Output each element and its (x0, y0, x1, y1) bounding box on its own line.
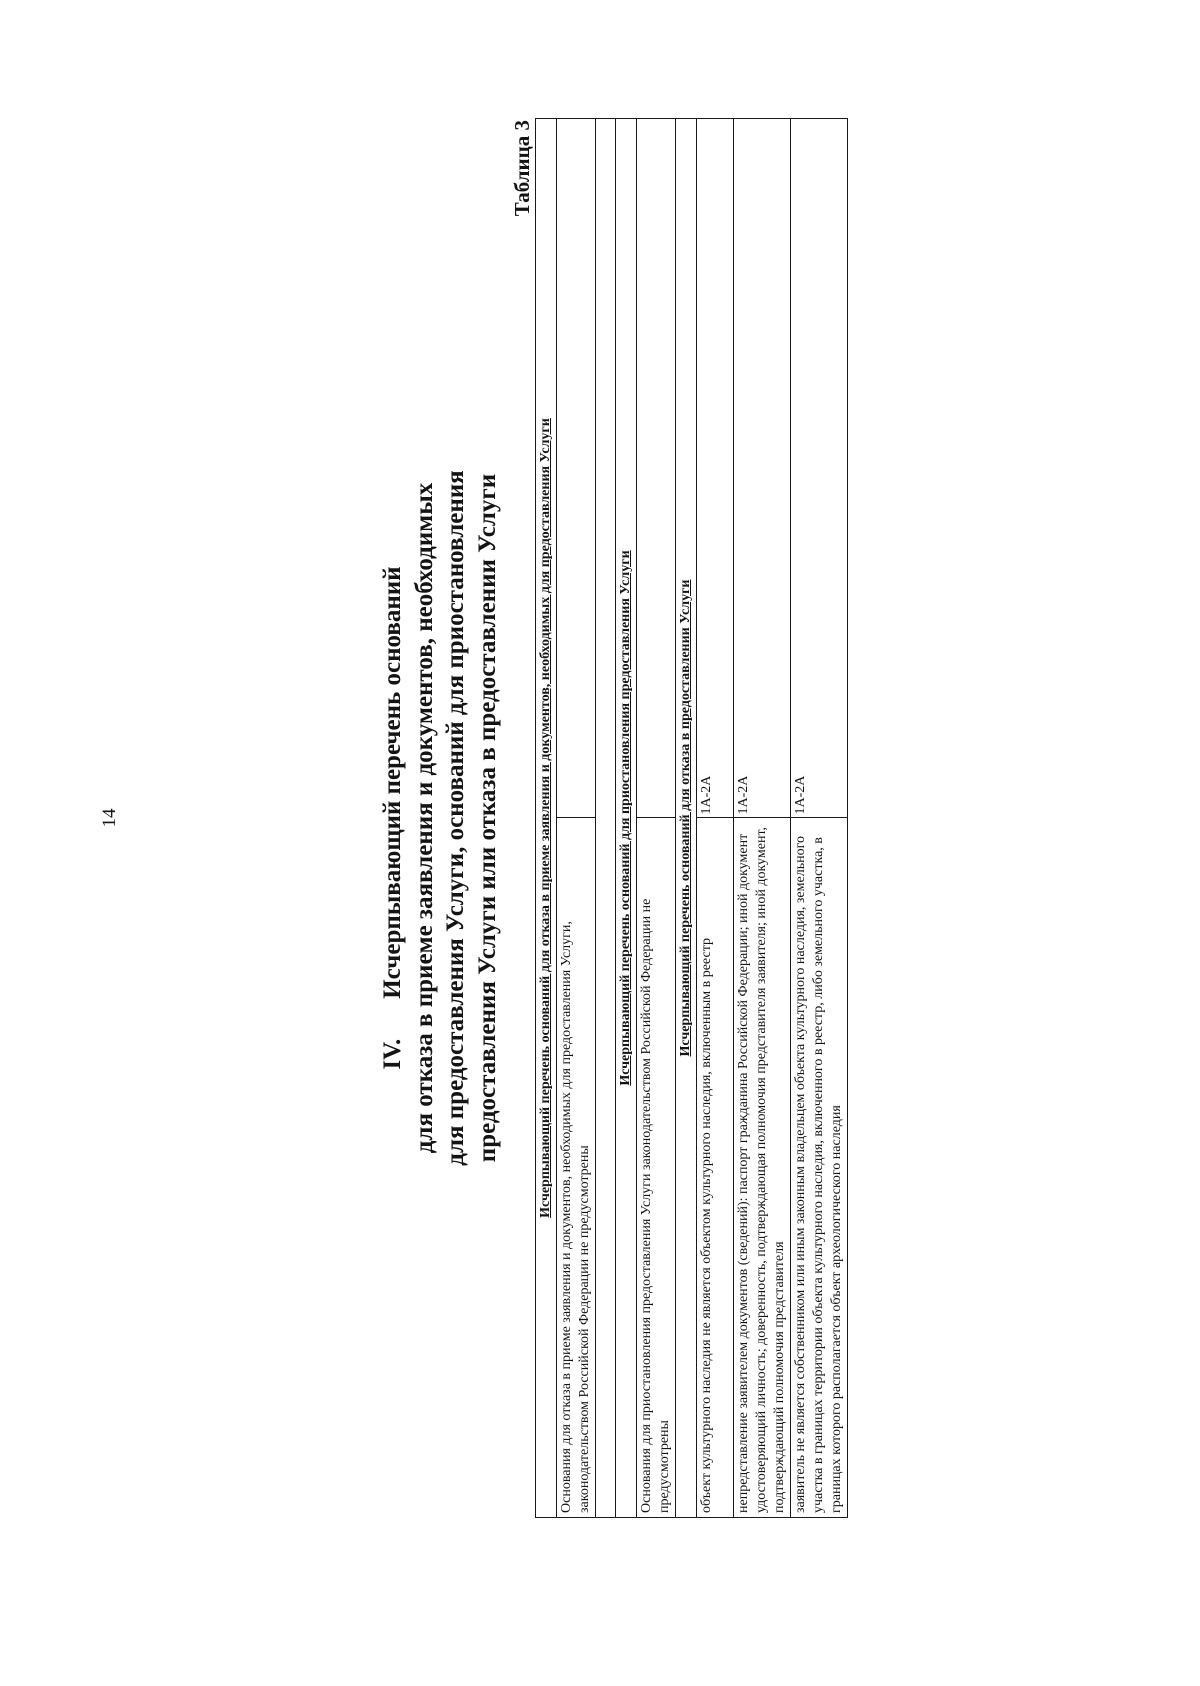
refusal-reason-code: 1А-2А (791, 119, 848, 819)
refusal-reason-code: 1А-2А (697, 119, 734, 819)
spacer-cell (596, 119, 616, 1518)
section-title-line-1 (377, 118, 409, 1518)
section-title-line-2: для отказа в приеме заявления и документов, необходимых (410, 482, 438, 1154)
grounds-table (535, 118, 848, 1518)
reception-refusal-text: Основания для отказа в приеме заявления и документов, необходимых для предоставления Услуги, законодательством Российской Федерации не предусмотрены (557, 818, 596, 1518)
refusal-reason-text: заявитель не является собственником или иным законным владельцем объекта культурного наследия, земельного участка в границах территории объекта культурного наследия, включенного в реестр, либо земельного участка, в границах которого располагается объект археологического наследия (791, 818, 848, 1518)
table-row (697, 119, 734, 1518)
section-header-service-refusal: Исчерпывающий перечень оснований для отказа в предоставлении Услуги (676, 119, 697, 1518)
refusal-reason-text: объект культурного наследия не является объектом культурного наследия, включенным в реестр (697, 818, 734, 1518)
section-number: IV. (379, 1038, 406, 1070)
page-number: 14 (99, 808, 120, 828)
code-cell-empty (637, 119, 676, 819)
refusal-reason-code: 1А-2А (734, 119, 791, 819)
section-header-suspension: Исчерпывающий перечень оснований для приостановления предоставления Услуги (616, 119, 637, 1518)
refusal-reason-text: непредставление заявителем документов (сведений): паспорт гражданина Российской Федерации; иной документ удостоверяющий личность; доверенность, подтверждающая полномочия представителя заявителя; иной документ, подтверждающий полномочия представителя (734, 818, 791, 1518)
section-title-line-3: для предоставления Услуги, оснований для приостановления (442, 470, 469, 1166)
table-section-header-row (616, 119, 637, 1518)
table-row (734, 119, 791, 1518)
table-row (557, 119, 596, 1518)
table-row (637, 119, 676, 1518)
code-cell-empty (557, 119, 596, 819)
section-title-text: Исчерпывающий перечень оснований (379, 566, 406, 999)
suspension-text: Основания для приостановления предоставления Услуги законодательством Российской Федерации не предусмотрены (637, 818, 676, 1518)
rotated-document-sheet (377, 118, 844, 1518)
section-title-line-4: предоставления Услуги или отказа в предоставлении Услуги (473, 473, 501, 1163)
table-caption: Таблица 3 (510, 120, 534, 217)
table-spacer-row (596, 119, 616, 1518)
table-row (791, 119, 848, 1518)
section-header-reception-refusal: Исчерпывающий перечень оснований для отказа в приеме заявления и документов, необходимых для предоставления Услуги (536, 119, 557, 1518)
section-title (377, 118, 503, 1518)
table-section-header-row (676, 119, 697, 1518)
table-section-header-row (536, 119, 557, 1518)
